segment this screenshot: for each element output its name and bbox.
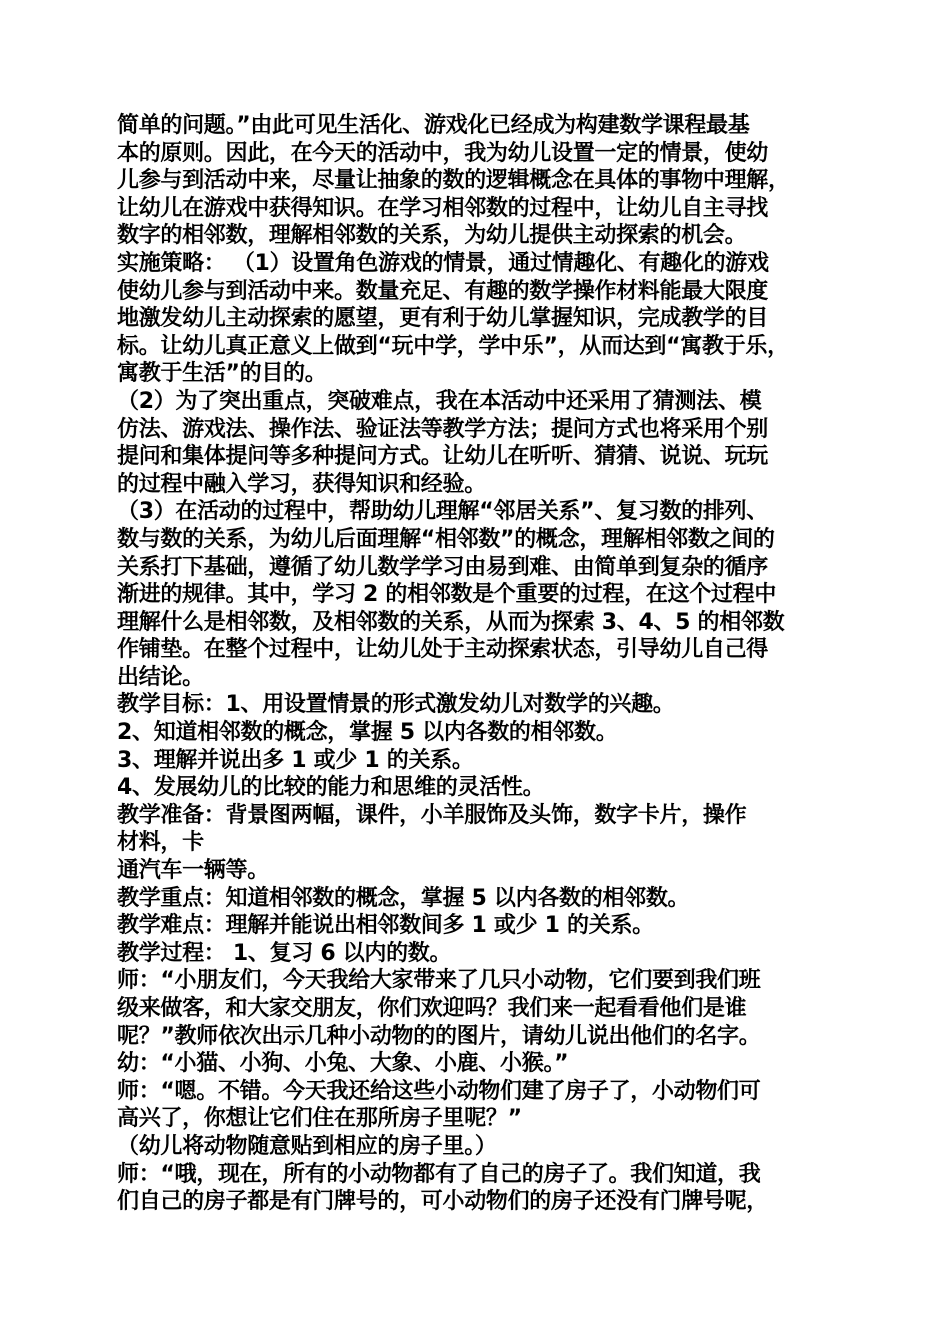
text-line: 关系打下基础，遵循了幼儿数学学习由易到难、由简单到复杂的循序	[117, 554, 769, 580]
text-line: 呢？”教师依次出示几种小动物的的图片，请幼儿说出他们的名字。	[117, 1023, 761, 1049]
text-line: 寓教于生活”的目的。	[117, 361, 327, 387]
text-line: 师：“嗯。不错。今天我还给这些小动物们建了房子了，小动物们可	[117, 1078, 761, 1104]
text-line: 数与数的关系，为幼儿后面理解“相邻数”的概念，理解相邻数之间的	[117, 526, 775, 552]
text-line: 简单的问题。”由此可见生活化、游戏化已经成为构建数学课程最基	[117, 113, 750, 138]
text-line: 3、理解并说出多 1 或少 1 的关系。	[117, 747, 474, 773]
text-line: 提问和集体提问等多种提问方式。让幼儿在听听、猜猜、说说、玩玩	[117, 444, 769, 470]
text-line: 理解什么是相邻数，及相邻数的关系，从而为探索 3、4、5 的相邻数	[117, 609, 785, 635]
text-line: 材料，卡	[117, 830, 204, 856]
text-line: 出结论。	[117, 664, 204, 690]
text-line: 儿参与到活动中来，尽量让抽象的数的逻辑概念在具体的事物中理解，	[117, 168, 790, 194]
text-line: 们自己的房子都是有门牌号的，可小动物们的房子还没有门牌号呢，	[117, 1189, 769, 1215]
text-line: 使幼儿参与到活动中来。数量充足、有趣的数学操作材料能最大限度	[117, 278, 769, 304]
text-line: 师：“小朋友们，今天我给大家带来了几只小动物，它们要到我们班	[117, 968, 761, 994]
text-line: 教学目标：1、用设置情景的形式激发幼儿对数学的兴趣。	[117, 692, 675, 718]
text-line: （2）为了突出重点，突破难点，我在本活动中还采用了猜测法、模	[117, 388, 762, 414]
text-line: 的过程中融入学习，获得知识和经验。	[117, 471, 486, 497]
text-line: （3）在活动的过程中，帮助幼儿理解“邻居关系”、复习数的排列、	[117, 499, 768, 525]
text-line: 级来做客，和大家交朋友，你们欢迎吗？我们来一起看看他们是谁	[117, 996, 747, 1021]
document-body	[117, 112, 847, 1216]
text-line: 标。让幼儿真正意义上做到“玩中学，学中乐”，从而达到“寓教于乐，	[117, 333, 789, 359]
text-line: 高兴了，你想让它们住在那所房子里呢？”	[117, 1106, 522, 1132]
text-line: 渐进的规律。其中，学习 2 的相邻数是个重要的过程，在这个过程中	[117, 582, 777, 608]
text-line: 实施策略： （1）设置角色游戏的情景，通过情趣化、有趣化的游戏	[117, 250, 769, 276]
text-line: 本的原则。因此，在今天的活动中，我为幼儿设置一定的情景，使幼	[117, 140, 769, 166]
text-line: 地激发幼儿主动探索的愿望，更有利于幼儿掌握知识，完成教学的目	[117, 306, 769, 332]
text-line: 教学过程： 1、复习 6 以内的数。	[117, 940, 452, 966]
text-line: 教学重点：知道相邻数的概念，掌握 5 以内各数的相邻数。	[117, 885, 690, 911]
text-line: 幼：“小猫、小狗、小兔、大象、小鹿、小猴。”	[117, 1051, 569, 1077]
text-line: 教学难点：理解并能说出相邻数间多 1 或少 1 的关系。	[117, 913, 654, 939]
text-line: 数字的相邻数，理解相邻数的关系，为幼儿提供主动探索的机会。	[117, 223, 747, 249]
text-line: 4、发展幼儿的比较的能力和思维的灵活性。	[117, 775, 545, 801]
text-line: 仿法、游戏法、操作法、验证法等教学方法；提问方式也将采用个别	[117, 416, 769, 442]
text-line: 通汽车一辆等。	[117, 858, 269, 884]
text-line: 作铺垫。在整个过程中，让幼儿处于主动探索状态，引导幼儿自己得	[117, 637, 769, 663]
text-line: （幼儿将动物随意贴到相应的房子里。）	[117, 1133, 497, 1159]
text-line: 2、知道相邻数的概念，掌握 5 以内各数的相邻数。	[117, 720, 618, 746]
text-line: 让幼儿在游戏中获得知识。在学习相邻数的过程中，让幼儿自主寻找	[117, 195, 769, 221]
text-line: 师：“哦，现在，所有的小动物都有了自己的房子了。我们知道，我	[117, 1161, 761, 1187]
text-line: 教学准备：背景图两幅，课件，小羊服饰及头饰，数字卡片，操作	[117, 802, 747, 828]
